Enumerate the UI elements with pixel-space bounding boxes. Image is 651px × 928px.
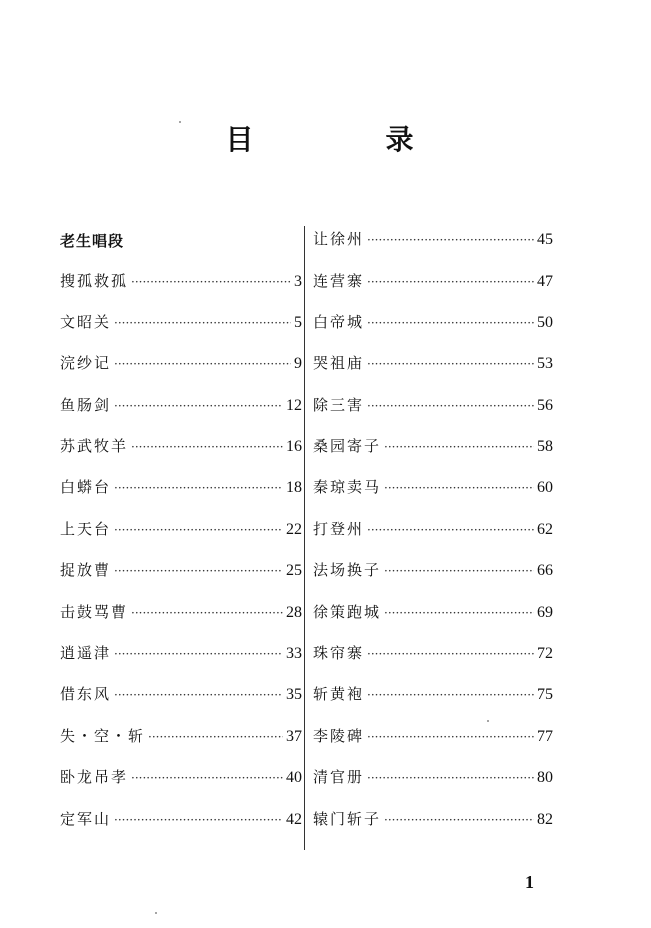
entry-title: 辕门斩子: [313, 810, 382, 828]
scan-speck: [155, 912, 157, 914]
dot-leader: [384, 481, 534, 495]
toc-entry[interactable]: [60, 766, 302, 790]
entry-page: 33: [286, 645, 302, 662]
entry-title: 失・空・斩: [60, 727, 146, 745]
page-title: 目 录: [225, 123, 466, 156]
entry-title: 浣纱记: [60, 354, 112, 372]
entry-page: 60: [537, 479, 553, 496]
dot-leader: [367, 730, 534, 744]
entry-title: 李陵碑: [313, 727, 365, 745]
toc-entry[interactable]: [60, 808, 302, 832]
dot-leader: [131, 771, 283, 785]
scan-speck: [179, 121, 181, 123]
entry-title: 白帝城: [313, 313, 365, 331]
toc-entry[interactable]: [313, 725, 553, 749]
dot-leader: [367, 275, 534, 289]
toc-entry[interactable]: [60, 683, 302, 707]
entry-title: 徐策跑城: [313, 603, 382, 621]
entry-page: 82: [537, 811, 553, 828]
toc-entry[interactable]: [313, 311, 553, 335]
dot-leader: [114, 399, 283, 413]
toc-entry[interactable]: [60, 642, 302, 666]
toc-entry[interactable]: [60, 270, 302, 294]
toc-entry[interactable]: [313, 683, 553, 707]
entry-title: 捉放曹: [60, 561, 112, 579]
dot-leader: [367, 357, 534, 371]
entry-page: 28: [286, 604, 302, 621]
entry-page: 77: [537, 728, 553, 745]
entry-title: 借东风: [60, 685, 112, 703]
dot-leader: [131, 275, 291, 289]
entry-title: 秦琼卖马: [313, 478, 382, 496]
entry-page: 25: [286, 562, 302, 579]
dot-leader: [384, 813, 534, 827]
toc-entry[interactable]: [60, 435, 302, 459]
dot-leader: [367, 771, 534, 785]
entry-title: 上天台: [60, 520, 112, 538]
entry-page: 69: [537, 604, 553, 621]
toc-entry[interactable]: [60, 518, 302, 542]
toc-entry[interactable]: [313, 601, 553, 625]
dot-leader: [114, 523, 283, 537]
entry-title: 逍遥津: [60, 644, 112, 662]
dot-leader: [148, 730, 283, 744]
toc-entry[interactable]: [313, 518, 553, 542]
entry-page: 40: [286, 769, 302, 786]
dot-leader: [367, 399, 534, 413]
dot-leader: [114, 481, 283, 495]
dot-leader: [114, 647, 283, 661]
entry-title: 打登州: [313, 520, 365, 538]
dot-leader: [114, 813, 283, 827]
entry-page: 16: [286, 438, 302, 455]
scan-speck: [487, 720, 489, 722]
toc-entry[interactable]: [313, 394, 553, 418]
entry-page: 50: [537, 314, 553, 331]
dot-leader: [384, 606, 534, 620]
entry-title: 清官册: [313, 768, 365, 786]
dot-leader: [367, 316, 534, 330]
entry-page: 35: [286, 686, 302, 703]
entry-title: 除三害: [313, 396, 365, 414]
toc-entry[interactable]: [60, 559, 302, 583]
entry-page: 37: [286, 728, 302, 745]
entry-page: 3: [294, 273, 302, 290]
toc-entry[interactable]: [60, 311, 302, 335]
entry-title: 斩黄袍: [313, 685, 365, 703]
toc-entry[interactable]: [313, 270, 553, 294]
dot-leader: [367, 647, 534, 661]
dot-leader: [114, 688, 283, 702]
dot-leader: [367, 233, 534, 247]
entry-page: 12: [286, 397, 302, 414]
entry-title: 卧龙吊孝: [60, 768, 129, 786]
entry-title: 珠帘寨: [313, 644, 365, 662]
entry-page: 56: [537, 397, 553, 414]
dot-leader: [384, 564, 534, 578]
entry-title: 苏武牧羊: [60, 437, 129, 455]
dot-leader: [384, 440, 534, 454]
toc-entry[interactable]: [313, 228, 553, 252]
toc-entry[interactable]: [60, 601, 302, 625]
entry-title: 哭祖庙: [313, 354, 365, 372]
entry-page: 22: [286, 521, 302, 538]
entry-title: 连营寨: [313, 272, 365, 290]
entry-title: 文昭关: [60, 313, 112, 331]
toc-entry[interactable]: [313, 559, 553, 583]
entry-page: 72: [537, 645, 553, 662]
dot-leader: [367, 688, 534, 702]
dot-leader: [114, 564, 283, 578]
entry-title: 击鼓骂曹: [60, 603, 129, 621]
dot-leader: [114, 316, 291, 330]
toc-entry[interactable]: [313, 642, 553, 666]
entry-page: 42: [286, 811, 302, 828]
dot-leader: [131, 440, 283, 454]
dot-leader: [367, 523, 534, 537]
entry-page: 47: [537, 273, 553, 290]
toc-entry[interactable]: [60, 352, 302, 376]
entry-page: 18: [286, 479, 302, 496]
entry-page: 80: [537, 769, 553, 786]
entry-page: 66: [537, 562, 553, 579]
toc-entry[interactable]: [313, 352, 553, 376]
entry-title: 定军山: [60, 810, 112, 828]
entry-page: 45: [537, 231, 553, 248]
entry-page: 62: [537, 521, 553, 538]
entry-title: 鱼肠剑: [60, 396, 112, 414]
toc-entry[interactable]: [313, 476, 553, 500]
entry-page: 5: [294, 314, 302, 331]
dot-leader: [114, 357, 291, 371]
entry-page: 9: [294, 355, 302, 372]
toc-entry[interactable]: [313, 808, 553, 832]
entry-page: 58: [537, 438, 553, 455]
section-heading: 老生唱段: [60, 232, 125, 250]
column-divider: [304, 226, 305, 850]
entry-title: 法场换子: [313, 561, 382, 579]
dot-leader: [131, 606, 283, 620]
toc-entry[interactable]: [60, 394, 302, 418]
entry-page: 75: [537, 686, 553, 703]
toc-entry[interactable]: [60, 725, 302, 749]
entry-title: 让徐州: [313, 230, 365, 248]
toc-entry[interactable]: [313, 435, 553, 459]
entry-title: 搜孤救孤: [60, 272, 129, 290]
entry-title: 白蟒台: [60, 478, 112, 496]
entry-title: 桑园寄子: [313, 437, 382, 455]
entry-page: 53: [537, 355, 553, 372]
toc-entry[interactable]: [313, 766, 553, 790]
toc-entry[interactable]: [60, 476, 302, 500]
page-number: 1: [525, 872, 534, 892]
